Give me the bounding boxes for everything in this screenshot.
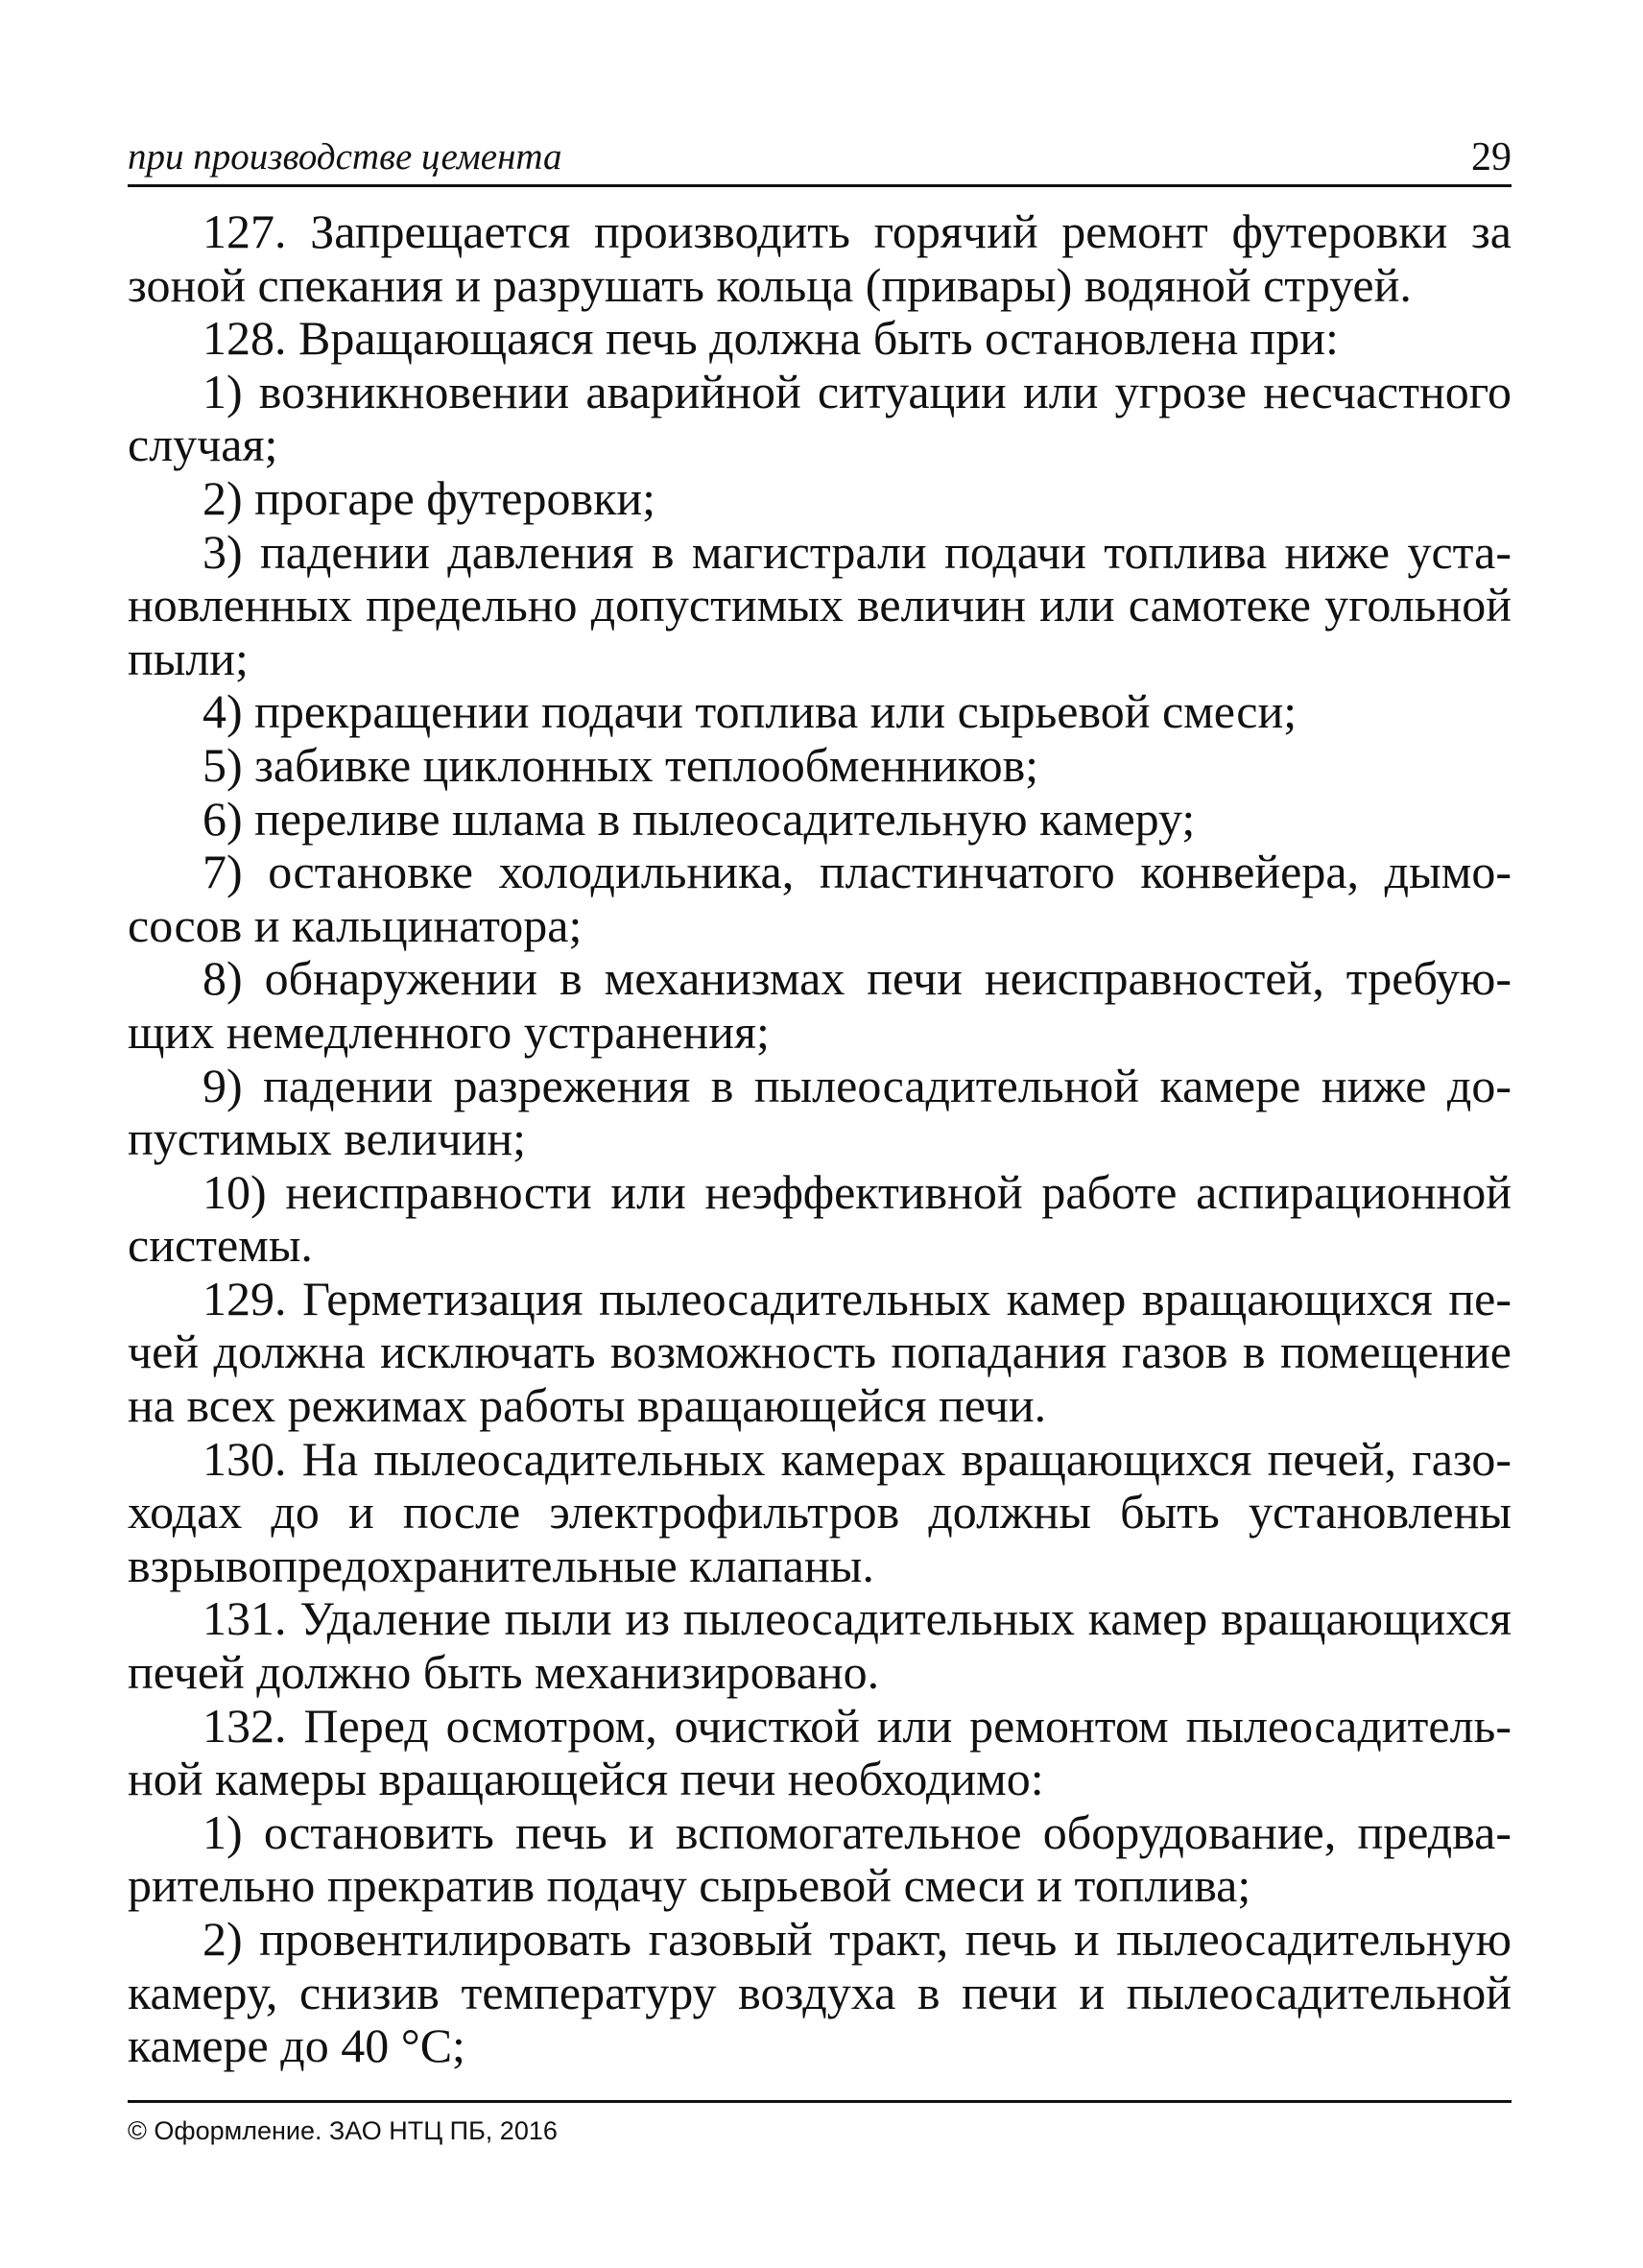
list-item: 5) забивке циклонных теплообменников; bbox=[202, 737, 1039, 792]
list-item: 2) прогаре футеровки; bbox=[202, 470, 656, 525]
paragraph-132: 132. Перед осмотром, очисткой или ремонтом пылеосадительной камеры вращающейся печи необходимо: bbox=[128, 1698, 1512, 1806]
list-item: 10) неисправности или неэффективной работе аспирационной системы. bbox=[128, 1164, 1512, 1273]
paragraph-127: 127. Запрещается производить горячий ремонт футеровки за зоной спекания и разрушать кольца (привары) водяной струей. bbox=[128, 204, 1512, 312]
body-text bbox=[128, 205, 1512, 2073]
list-item: 4) прекращении подачи топлива или сырьевой смеси; bbox=[202, 684, 1298, 739]
list-item: 2) провентилировать газовый тракт, печь и пылеосадительную камеру, снизив температуру воздуха в печи и пылеосадительной камере до 40 °С; bbox=[128, 1912, 1512, 2073]
footer-divider bbox=[128, 2100, 1512, 2103]
list-item: 8) обнаружении в механизмах печи неисправностей, требующих немедленного устранения; bbox=[128, 951, 1512, 1059]
list-item: 7) остановке холодильника, пластинчатого конвейера, дымососов и кальцинатора; bbox=[128, 845, 1512, 952]
running-title: при производстве цемента bbox=[128, 136, 562, 178]
list-item: 1) возникновении аварийной ситуации или угрозе несчастного случая; bbox=[128, 364, 1512, 472]
footer-copyright: © Оформление. ЗАО НТЦ ПБ, 2016 bbox=[128, 2116, 558, 2145]
paragraph-130: 130. На пылеосадительных камерах вращающихся печей, газоходах до и после электрофильтров должны быть установлены взрывопредохранительные клапаны. bbox=[128, 1431, 1512, 1592]
paragraph-128: 128. Вращающаяся печь должна быть остановлена при: bbox=[202, 311, 1339, 366]
page-number: 29 bbox=[1471, 135, 1512, 179]
paragraph-129: 129. Герметизация пылеосадительных камер вращающихся печей должна исключать возможность попадания газов в помещение на всех режимах работы вращающейся печи. bbox=[128, 1271, 1512, 1433]
paragraph-131: 131. Удаление пыли из пылеосадительных камер вращающихся печей должно быть механизировано. bbox=[128, 1591, 1512, 1700]
running-header bbox=[128, 134, 1512, 187]
list-item: 6) переливе шлама в пылеосадительную камеру; bbox=[202, 791, 1196, 846]
list-item: 9) падении разрежения в пылеосадительной камере ниже допустимых величин; bbox=[128, 1058, 1512, 1166]
list-item: 3) падении давления в магистрали подачи топлива ниже установленных предельно допустимых величин или самотеке угольной пыли; bbox=[128, 524, 1512, 685]
list-item: 1) остановить печь и вспомогательное оборудование, предварительно прекратив подачу сырьевой смеси и топлива; bbox=[128, 1804, 1512, 1913]
